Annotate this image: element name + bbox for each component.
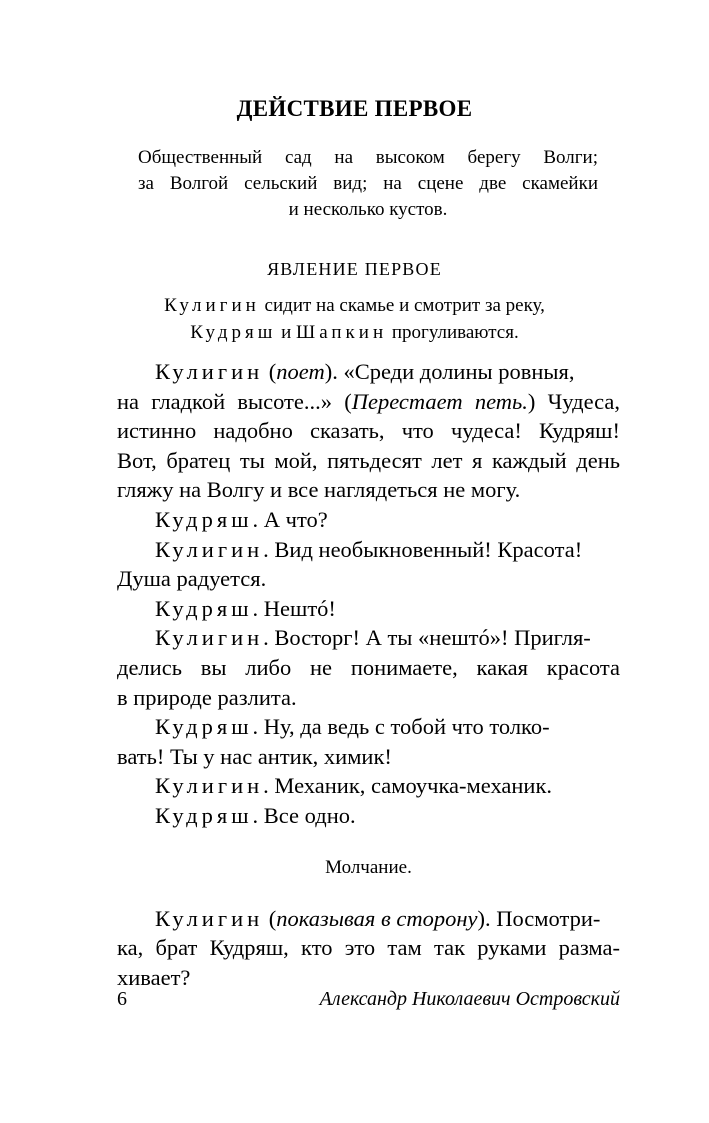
speaker-name: Кудряш [155, 802, 253, 828]
dialogue-line [117, 357, 620, 387]
dialogue-text: . Ну, да ведь с тобой что толко- [252, 714, 550, 740]
speaker-name: Кудряш [155, 506, 253, 532]
spacer [117, 882, 620, 904]
dialogue-text: ). «Среди долины ровныя, [324, 359, 575, 384]
stage-direction-line [0, 319, 709, 346]
dialogue-text: . Все одно. [252, 802, 356, 828]
dialogue-text: . Механик, самоучка-механик. [263, 773, 553, 799]
dialogue-text: ). Посмотри- [477, 905, 601, 931]
dialogue-line: ка, брат Кудряш, кто это там так руками разма- [117, 935, 620, 961]
dialogue-line: гляжу на Волгу и все наглядеться не могу. [117, 477, 521, 503]
speaker-name: Кулигин [155, 536, 264, 562]
dialogue-line [117, 387, 620, 417]
dialogue-line [117, 771, 620, 801]
setting-line: за Волгой сельский вид; на сцене две скамейки [138, 173, 598, 194]
speaker-name: Кудряш [155, 595, 253, 621]
setting-description [138, 145, 598, 223]
dialogue-line: в природе разлита. [117, 684, 297, 710]
dialogue-text: . Восторг! А ты «нештó»! Пригля- [263, 625, 591, 651]
dialogue-text: на гладкой высоте...» ( [117, 388, 352, 414]
setting-line: Общественный сад на высоком берегу Волги; [138, 147, 598, 168]
speaker-name: Кулигин [155, 905, 264, 931]
character-name: Шапкин [296, 322, 388, 343]
dialogue-text: . А что? [252, 506, 328, 532]
spacer [117, 831, 620, 853]
dialogue-text: ( [263, 359, 277, 384]
running-author: Александр Николаевич Островский [319, 988, 620, 1010]
stage-remark: показывая в сторону [276, 905, 478, 931]
dialogue-line: вать! Ты у нас антик, химик! [117, 743, 392, 769]
setting-line: и несколько кустов. [288, 199, 448, 220]
scene-title: ЯВЛЕНИЕ ПЕРВОЕ [267, 259, 442, 279]
dialogue-line [117, 904, 620, 934]
stage-text: и [276, 322, 297, 343]
stage-direction-line [0, 292, 709, 319]
dialogue-line [117, 712, 620, 742]
stage-text: прогуливаются. [387, 322, 519, 343]
stage-text: сидит на скамье и смотрит за реку, [259, 295, 545, 316]
character-name: Кулигин [164, 295, 260, 316]
dialogue-line: хивает? [117, 964, 191, 990]
dialogue-line: Душа радуется. [117, 566, 267, 592]
dialogue-line: истинно надобно сказать, что чудеса! Кудряш! [117, 418, 620, 444]
dialogue-line: Вот, братец ты мой, пятьдесят лет я каждый день [117, 447, 620, 473]
dialogue-line: делись вы либо не понимаете, какая красота [117, 654, 620, 680]
dialogue-text: . Вид необыкновенный! Красота! [263, 536, 583, 562]
speaker-name: Кулигин [155, 625, 264, 651]
stage-pause: Молчание. [325, 856, 412, 878]
dialogue-line [117, 594, 620, 624]
speaker-name: Кулигин [155, 773, 264, 799]
stage-remark: поет [276, 359, 325, 384]
dialogue-line [117, 535, 620, 565]
speaker-name: Кулигин [155, 359, 264, 384]
page-number: 6 [117, 988, 127, 1010]
dialogue-line [117, 505, 620, 535]
character-name: Кудряш [190, 322, 277, 343]
dialogue-line [117, 623, 620, 653]
stage-remark: Перестает петь. [351, 388, 528, 414]
act-title: ДЕЙСТВИЕ ПЕРВОЕ [236, 96, 473, 121]
stage-direction [0, 292, 709, 346]
dialogue-line [117, 801, 620, 831]
speaker-name: Кудряш [155, 714, 253, 740]
dialogue-text: ( [263, 905, 277, 931]
dialogue-body [117, 357, 620, 992]
dialogue-text: . Нештó! [252, 595, 336, 621]
dialogue-text: ) Чудеса, [527, 388, 620, 414]
